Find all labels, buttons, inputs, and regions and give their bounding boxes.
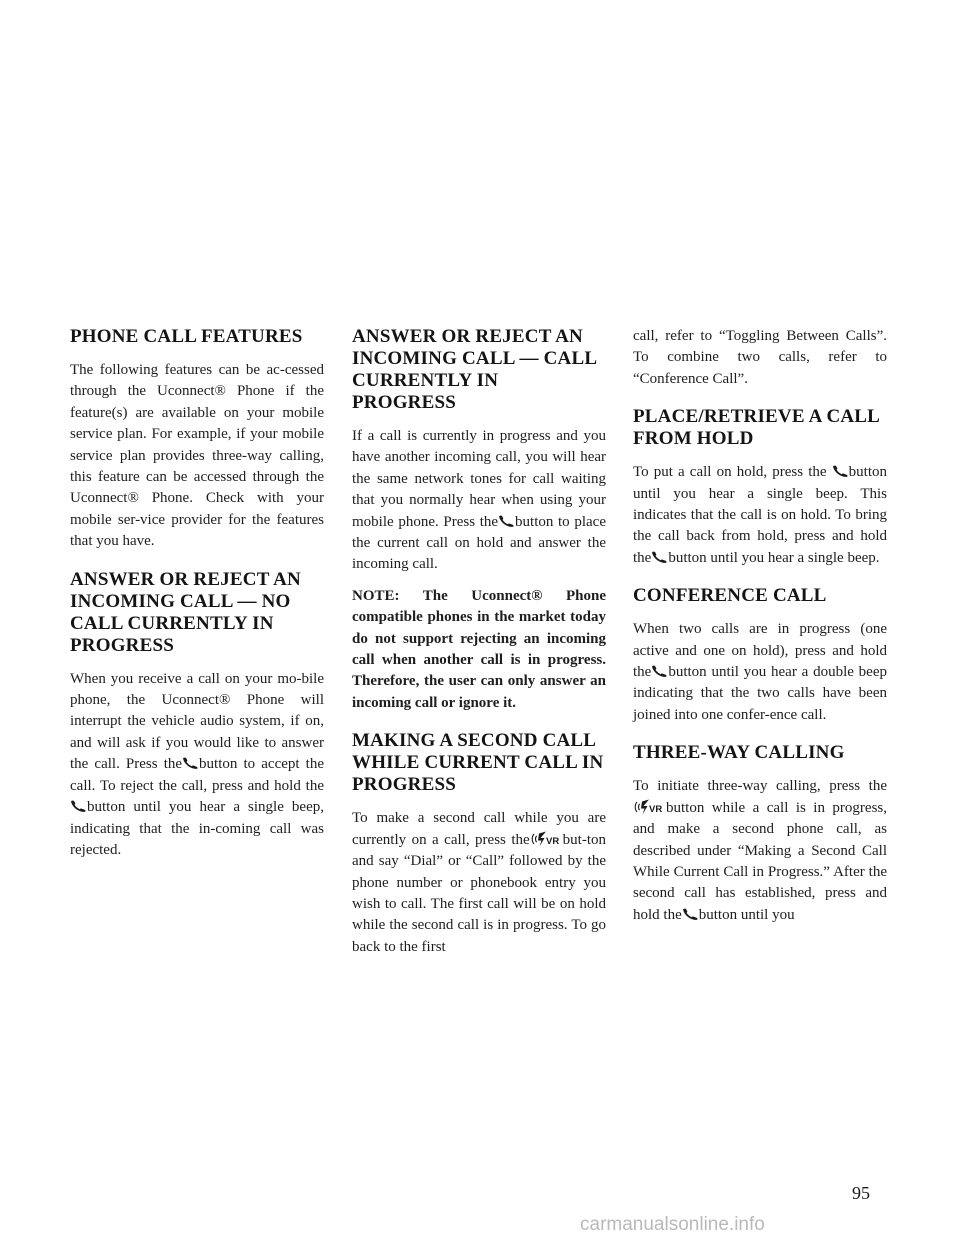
text-segment: button to place the current call on hold and answer the incoming call.: [352, 513, 606, 573]
paragraph-conference: [633, 619, 887, 726]
heading-answer-call-in-progress: ANSWER OR REJECT AN INCOMING CALL — CALL CURRENTLY IN PROGRESS: [352, 326, 597, 413]
text-segment: button until you hear a single beep. This indicates that the call is on hold. To bring the call back from hold, press and hold the: [633, 464, 887, 566]
heading-conference: CONFERENCE CALL: [633, 585, 827, 607]
text-segment: To initiate three-way calling, press the: [633, 778, 887, 795]
heading-answer-no-call: ANSWER OR REJECT AN INCOMING CALL — NO CALL CURRENTLY IN PROGRESS: [70, 568, 301, 656]
phone-icon: [651, 665, 668, 677]
page-number: 95: [852, 1183, 870, 1203]
phone-icon: [498, 515, 515, 527]
column-middle: [352, 326, 606, 958]
text-segment: If a call is currently in progress and you have another incoming call, you will hear the same network tones for call waiting that you normally hear when using your mobile phone. Press the: [352, 428, 606, 530]
text-segment: To make a second call while you are currently on a call, press the: [352, 810, 606, 848]
heading-second-call: MAKING A SECOND CALL WHILE CURRENT CALL IN PROGRESS: [352, 730, 604, 796]
watermark: carmanualsonline.info: [580, 1214, 765, 1235]
text-segment: button to accept the call. To reject the call, press and hold the: [70, 756, 324, 794]
heading-hold: PLACE/RETRIEVE A CALL FROM HOLD: [633, 406, 879, 450]
paragraph-phone-call-features: The following features can be ac-cessed through the Uconnect® Phone if the feature(s) are available on your mobile service plan. For example, if your mobile service plan provides three-way calling, this feature can be accessed through the Uconnect® Phone. Check with your mobile ser-vice provider for the features that you have.: [70, 362, 324, 550]
phone-icon: [70, 800, 87, 812]
paragraph-answer-no-call: [70, 669, 324, 862]
text-segment: button until you hear a double beep indicating that the two calls have been joined into one confer-ence call.: [633, 664, 887, 723]
phone-icon: [651, 551, 668, 563]
paragraph-second-call-continued: call, refer to “Toggling Between Calls”. To combine two calls, refer to “Conference Call”.: [633, 328, 887, 387]
text-segment: button until you: [698, 906, 795, 923]
paragraph-answer-call-in-progress: [352, 426, 606, 576]
text-segment: button until you hear a single beep, indicating that the in-coming call was rejected.: [70, 799, 324, 858]
text-segment: When you receive a call on your mo-bile phone, the Uconnect® Phone will interrupt the vehicle audio system, if on, and will ask if you would like to answer the call. Press the: [70, 670, 324, 773]
paragraph-three-way: [633, 776, 887, 926]
paragraph-hold: [633, 462, 887, 569]
text-segment: but-ton and say “Dial” or “Call” followed by the phone number or phonebook entry you wish to call. The first call will be on hold while the second call is in progress. To go back to the first: [352, 831, 606, 955]
text-segment: To put a call on hold, press the: [633, 464, 827, 481]
note-paragraph: NOTE: The Uconnect® Phone compatible phones in the market today do not support rejecting an incoming call when another call is in progress. Therefore, the user can only answer an incoming call or ignore it.: [352, 587, 606, 711]
phone-icon: [182, 757, 199, 769]
heading-phone-call-features: PHONE CALL FEATURES: [70, 326, 303, 347]
voice-recognition-icon: [633, 799, 666, 815]
paragraph-second-call: [352, 808, 606, 958]
phone-icon: [682, 908, 699, 920]
text-segment: button until you hear a single beep.: [668, 549, 880, 566]
text-segment: button while a call is in progress, and make a second phone call, as described under “Making a Second Call While Current Call in Progress.” After the second call has established, press and hold the: [633, 799, 887, 923]
column-left: [70, 326, 324, 861]
column-right: [633, 326, 887, 926]
text-segment: When two calls are in progress (one active and one on hold), press and hold the: [633, 621, 887, 681]
heading-three-way: THREE-WAY CALLING: [633, 742, 845, 764]
voice-recognition-icon: [530, 831, 563, 847]
phone-icon: [832, 465, 849, 477]
